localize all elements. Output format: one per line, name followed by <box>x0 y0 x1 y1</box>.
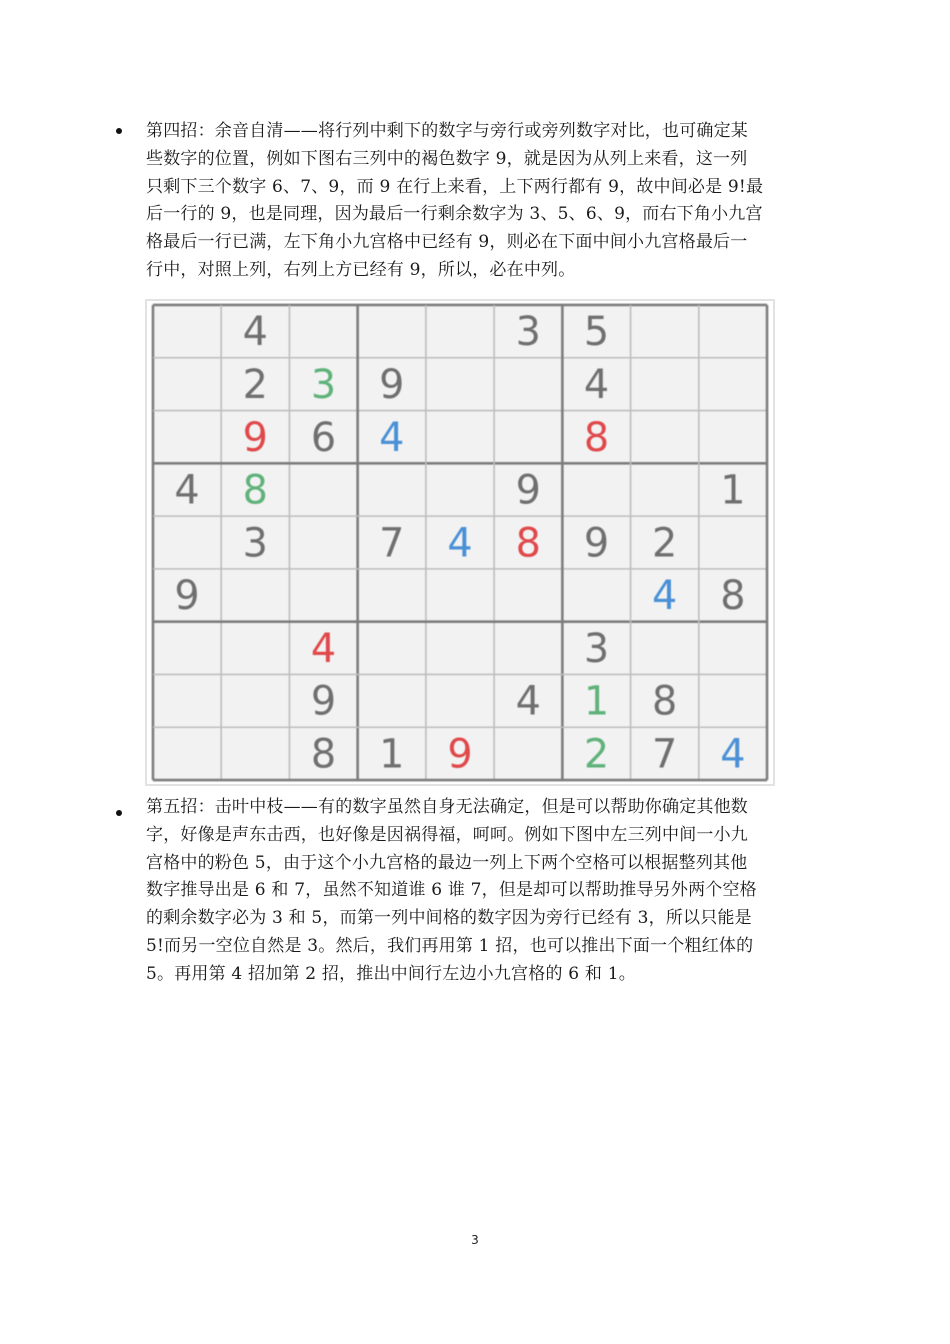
sudoku-digit: 7 <box>652 731 678 778</box>
paragraph-line: 宫格中的粉色 5，由于这个小九宫格的最边一列上下两个空格可以根据整列其他 <box>146 852 748 873</box>
sudoku-digit: 9 <box>515 467 541 514</box>
sudoku-example-image <box>145 299 775 786</box>
sudoku-digit: 3 <box>242 520 268 567</box>
sudoku-digit: 8 <box>242 467 268 514</box>
paragraph-line: 数字推导出是 6 和 7，虽然不知道谁 6 谁 7，但是却可以帮助推导另外两个空格 <box>146 880 757 901</box>
paragraph-line: 字，好像是声东击西，也好像是因祸得福，呵呵。例如下图中左三列中间一小九 <box>146 824 748 845</box>
sudoku-digit: 4 <box>310 625 337 672</box>
sudoku-digit: 9 <box>310 678 337 725</box>
sudoku-digit: 9 <box>174 573 200 620</box>
sudoku-digit: 9 <box>379 362 405 409</box>
sudoku-digit: 6 <box>310 414 337 461</box>
paragraph-line: 5。再用第 4 招加第 2 招，推出中间行左边小九宫格的 6 和 1。 <box>146 963 636 984</box>
paragraph-line: 第四招：余音自清——将行列中剩下的数字与旁行或旁列数字对比，也可确定某 <box>146 121 748 141</box>
page-number: 3 <box>471 1233 479 1247</box>
tip-four-paragraph <box>146 118 810 285</box>
sudoku-digit: 1 <box>583 678 610 725</box>
sudoku-digit: 9 <box>447 731 473 778</box>
paragraph-line: 后一行的 9，也是同理，因为最后一行剩余数字为 3、5、6、9，而右下角小九宫 <box>146 204 763 225</box>
sudoku-digit: 4 <box>583 362 610 409</box>
sudoku-digit: 1 <box>379 731 405 778</box>
sudoku-digit: 3 <box>310 362 337 409</box>
sudoku-digit: 8 <box>583 414 610 461</box>
bullet-dot <box>116 128 122 134</box>
sudoku-digit: 1 <box>720 467 746 514</box>
sudoku-digit: 4 <box>720 731 746 778</box>
sudoku-digit: 2 <box>242 362 268 409</box>
tip-five-paragraph <box>146 794 810 989</box>
sudoku-digit: 9 <box>242 414 268 461</box>
sudoku-digit: 2 <box>583 731 610 778</box>
sudoku-digit: 4 <box>174 467 200 514</box>
sudoku-digit: 8 <box>515 520 541 567</box>
sudoku-digit: 3 <box>515 309 541 356</box>
sudoku-digit: 4 <box>379 414 405 461</box>
sudoku-digit: 4 <box>447 520 473 567</box>
paragraph-line: 第五招：击叶中枝——有的数字虽然自身无法确定，但是可以帮助你确定其他数 <box>146 797 748 817</box>
sudoku-digit: 8 <box>652 678 678 725</box>
sudoku-grid <box>147 301 773 784</box>
sudoku-digit: 9 <box>583 520 610 567</box>
paragraph-line: 行中，对照上列，右列上方已经有 9，所以，必在中列。 <box>146 259 576 280</box>
sudoku-digit: 4 <box>652 573 678 620</box>
paragraph-line: 些数字的位置，例如下图右三列中的褐色数字 9，就是因为从列上来看，这一列 <box>146 148 748 169</box>
paragraph-line: 格最后一行已满，左下角小九宫格中已经有 9，则必在下面中间小九宫格最后一 <box>146 232 748 253</box>
sudoku-digit: 2 <box>652 520 678 567</box>
paragraph-line: 5!而另一空位自然是 3。然后，我们再用第 1 招，也可以推出下面一个粗红体的 <box>146 935 754 956</box>
sudoku-digit: 4 <box>515 678 541 725</box>
sudoku-digit: 7 <box>379 520 405 567</box>
sudoku-digit: 4 <box>242 309 268 356</box>
paragraph-line: 的剩余数字必为 3 和 5，而第一列中间格的数字因为旁行已经有 3，所以只能是 <box>146 908 752 929</box>
sudoku-digit: 5 <box>583 309 610 356</box>
bullet-dot <box>116 810 122 816</box>
sudoku-digit: 8 <box>720 573 746 620</box>
paragraph-line: 只剩下三个数字 6、7、9，而 9 在行上来看，上下两行都有 9，故中间必是 9!最 <box>146 176 764 197</box>
sudoku-digit: 3 <box>583 625 610 672</box>
sudoku-digit: 8 <box>310 731 337 778</box>
